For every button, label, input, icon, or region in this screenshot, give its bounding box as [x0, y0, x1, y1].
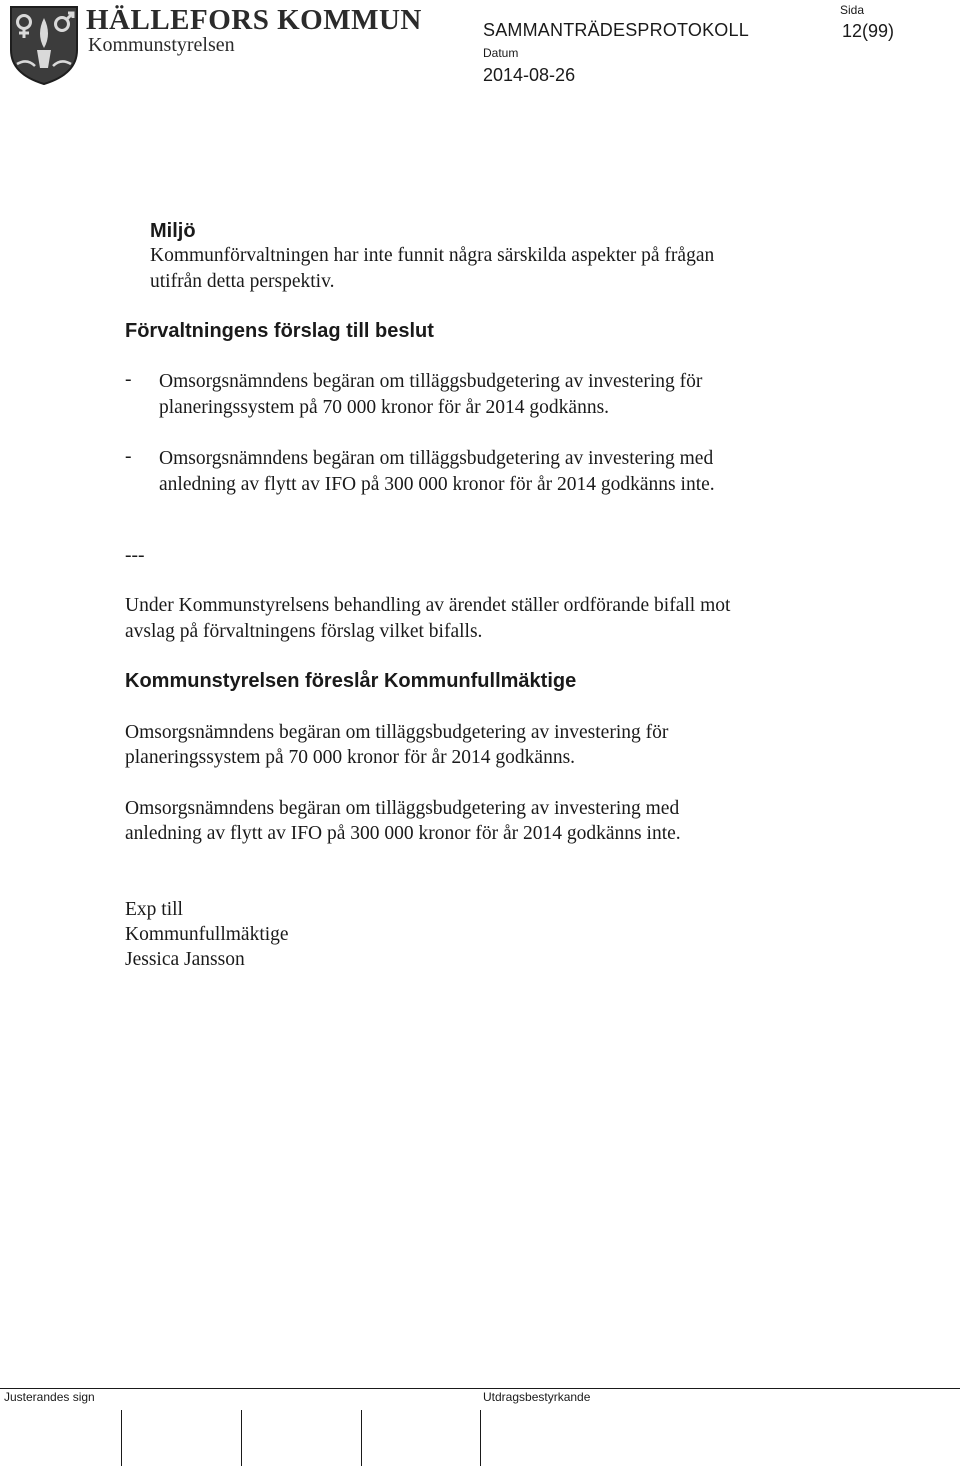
signature-box-divider	[361, 1410, 362, 1466]
exp-line-1: Exp till	[125, 899, 183, 920]
proposal-bullet-2-line-2: anledning av flytt av IFO på 300 000 kronor för år 2014 godkänns inte.	[159, 474, 715, 495]
ks-heading: Kommunstyrelsen föreslår Kommunfullmäktige	[125, 670, 577, 692]
ks-paragraph-1-line-2: planeringssystem på 70 000 kronor för år 2014 godkänns.	[125, 747, 576, 768]
document-type: SAMMANTRÄDESPROTOKOLL	[483, 20, 749, 40]
utdragsbestyrkande-label: Utdragsbestyrkande	[483, 1390, 591, 1404]
ks-paragraph-1-line-1: Omsorgsnämndens begäran om tilläggsbudgetering av investering för	[125, 722, 669, 743]
handling-text-line-1: Under Kommunstyrelsens behandling av ärendet ställer ordförande bifall mot	[125, 595, 731, 616]
ks-paragraph-2-line-1: Omsorgsnämndens begäran om tilläggsbudgetering av investering med	[125, 798, 680, 819]
date-value: 2014-08-26	[483, 65, 576, 85]
bullet-marker: -	[125, 446, 132, 467]
bullet-marker: -	[125, 369, 132, 390]
organization-name: HÄLLEFORS KOMMUN	[86, 4, 422, 36]
date-label: Datum	[483, 46, 519, 60]
proposal-bullet-2-line-1: Omsorgsnämndens begäran om tilläggsbudgetering av investering med	[159, 448, 714, 469]
exp-line-2: Kommunfullmäktige	[125, 924, 289, 945]
ks-paragraph-2-line-2: anledning av flytt av IFO på 300 000 kronor för år 2014 godkänns inte.	[125, 823, 681, 844]
justerandes-sign-label: Justerandes sign	[4, 1390, 95, 1404]
miljo-text-line-2: utifrån detta perspektiv.	[150, 271, 335, 292]
signature-box-divider	[121, 1410, 122, 1466]
page-label: Sida	[840, 3, 865, 17]
miljo-text-line-1: Kommunförvaltningen har inte funnit några särskilda aspekter på frågan	[150, 245, 715, 266]
footer-divider	[0, 1388, 960, 1389]
coat-of-arms-icon	[7, 4, 81, 86]
proposal-bullet-1-line-1: Omsorgsnämndens begäran om tilläggsbudgetering av investering för	[159, 371, 703, 392]
separator: ---	[125, 545, 145, 566]
organization-unit: Kommunstyrelsen	[88, 34, 235, 56]
signature-box-divider	[480, 1410, 481, 1466]
proposal-bullet-1-line-2: planeringssystem på 70 000 kronor för år 2014 godkänns.	[159, 397, 610, 418]
miljo-heading: Miljö	[150, 220, 196, 242]
signature-box-divider	[241, 1410, 242, 1466]
exp-line-3: Jessica Jansson	[125, 949, 245, 970]
handling-text-line-2: avslag på förvaltningens förslag vilket bifalls.	[125, 621, 483, 642]
proposal-heading: Förvaltningens förslag till beslut	[125, 320, 434, 342]
page-number: 12(99)	[842, 21, 895, 41]
